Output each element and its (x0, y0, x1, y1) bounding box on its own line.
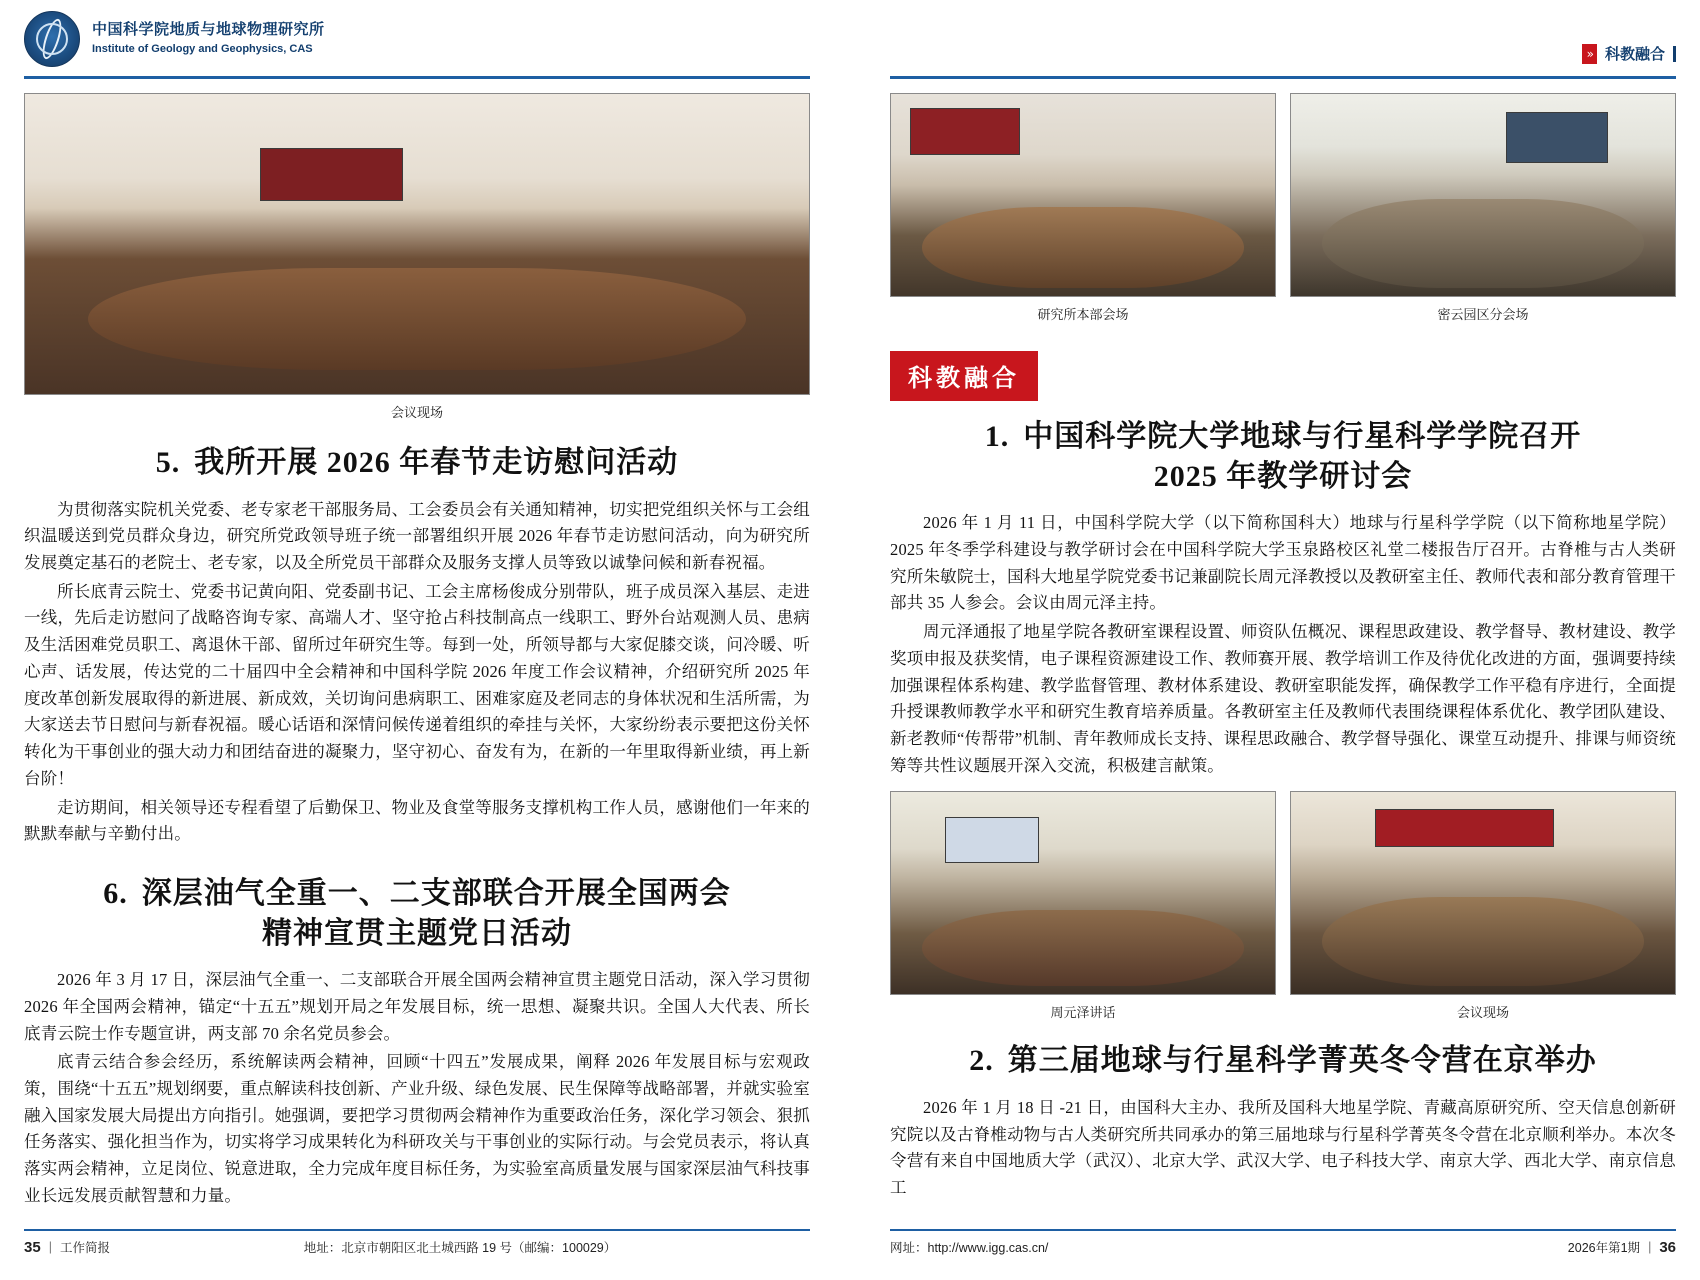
chevron-double-right-icon: » (1582, 44, 1597, 64)
footer-website: 网址：http://www.igg.cas.cn/ (890, 1241, 1049, 1255)
article-6-title-line-1: 深层油气全重一、二支部联合开展全国两会 (141, 876, 731, 910)
photo-hq-venue (890, 93, 1276, 297)
article-5-paragraph-3: 走访期间，相关领导还专程看望了后勤保卫、物业及食堂等服务支撑机构工作人员，感谢他们一年来的默默奉献与辛勤付出。 (24, 797, 810, 844)
article-5-paragraph-1: 为贯彻落实院机关党委、老专家老干部服务局、工会委员会有关通知精神，切实把党组织关怀与工会组织温暖送到党员群众身边，研究所党政领导班子统一部署组织开展 2026 年春节走访慰问活动，向为研究所发展奠定基石的老院士、老专家，以及全所党员干部群众及服务支撑人员等致以诚挚问候和新春祝福。 (24, 499, 810, 573)
projection-screen (260, 148, 403, 201)
org-name-cn: 中国科学院地质与地球物理研究所 (92, 21, 325, 39)
photo-meeting-scene (24, 93, 810, 395)
article-6-number: 6. (103, 876, 128, 910)
article-5-paragraph-2: 所长底青云院士、党委书记黄向阳、党委副书记、工会主席杨俊成分别带队，班子成员深入基层、走进一线，先后走访慰问了战略咨询专家、高端人才、坚守抢占科技制高点一线职工、野外台站观测人员、患病及生活困难党员职工、离退休干部、留所过年研究生等。每到一处，所领导都与大家促膝交谈，问冷暖、听心声、话发展，传达党的二十届四中全会精神和中国科学院 2026 年度工作会议精神，介绍研究所 2025 年度改革创新发展取得的新进展、新成效，关切询问患病职工、困难家庭及老同志的身体状况和生活所需，为大家送去节日慰问与新春祝福。暖心话语和深情问候传递着组织的牵挂与关怀，大家纷纷表示要把这份关怀转化为干事创业的强大动力和团结奋进的凝聚力，坚守初心、奋发有为，在新的一年里取得新业绩，再上新台阶！ (24, 581, 810, 788)
article-5-number: 5. (155, 446, 181, 479)
figure-hq-venue (890, 93, 1276, 325)
article-1-title (890, 417, 1676, 496)
right-page-number: 36 (1659, 1238, 1676, 1256)
conference-table (922, 207, 1245, 288)
figure-caption: 密云园区分会场 (1437, 307, 1529, 322)
footer-label: 工作简报 (59, 1241, 110, 1255)
masthead (24, 0, 810, 70)
article-5-title (24, 443, 810, 483)
masthead-rule (24, 76, 810, 79)
article-6-title-line-2: 精神宣贯主题党日活动 (262, 916, 572, 950)
section-title: 科教融合 (1604, 46, 1665, 63)
article-6-title (24, 874, 810, 953)
figure-speech (890, 791, 1276, 1023)
figure-meeting-scene-2 (1290, 791, 1676, 1023)
left-page-number: 35 (24, 1238, 41, 1256)
projection-screen (1506, 112, 1608, 162)
article-2-title (890, 1041, 1676, 1081)
article-1-title-line-2: 2025 年教学研讨会 (1153, 459, 1413, 493)
figures-mid-row (890, 791, 1676, 1023)
org-name-en: Institute of Geology and Geophysics, CAS (92, 43, 313, 55)
footer-separator: | (1648, 1240, 1652, 1254)
article-6-paragraph-1: 2026 年 3 月 17 日，深层油气全重一、二支部联合开展全国两会精神宣贯主题党日活动，深入学习贯彻 2026 年全国两会精神，锚定“十五五”规划开局之年发展目标，统一思想、凝聚共识。全国人大代表、所长底青云院士作专题宣讲，两支部 70 余名党员参会。 (24, 970, 810, 1043)
article-5-title-text: 我所开展 2026 年春节走访慰问活动 (194, 446, 679, 479)
right-page-footer (890, 1229, 1676, 1256)
figure-caption: 会议现场 (390, 405, 443, 420)
footer-issue: 2026年第1期 (1567, 1241, 1641, 1255)
figure-meeting-scene (24, 93, 810, 421)
right-page (850, 0, 1700, 1280)
article-6-paragraph-2: 底青云结合参会经历，系统解读两会精神，回顾“十四五”发展成果，阐释 2026 年发展目标与宏观政策，围绕“十五五”规划纲要，重点解读科技创新、产业升级、绿色发展、民生保障等战略部署，并就实验室融入国家发展大局提出方向指引。她强调，要把学习贯彻两会精神作为重要政治任务，深化学习领会、狠抓任务落实、强化担当作为，切实将学习成果转化为科研攻关与干事创业的实际行动。与会党员表示，将认真落实两会精神，立足岗位、锐意进取，全力完成年度目标任务，为实验室高质量发展与国家深层油气科技事业长远发展贡献智慧和力量。 (24, 1052, 810, 1205)
right-header (890, 0, 1676, 70)
photo-meeting-scene-2 (1290, 791, 1676, 995)
projection-screen (910, 108, 1020, 154)
header-accent-bar (1673, 46, 1676, 62)
photo-miyun-venue (1290, 93, 1676, 297)
conference-table (88, 268, 747, 370)
figure-caption: 会议现场 (1456, 1005, 1509, 1021)
article-1-number: 1. (984, 420, 1010, 453)
conference-table (1322, 897, 1645, 986)
right-header-inner (1582, 43, 1676, 70)
photo-speech (890, 791, 1276, 995)
section-badge: 科教融合 (890, 351, 1038, 401)
conference-table (922, 910, 1245, 987)
conference-table (1322, 199, 1645, 288)
article-1-title-line-1: 中国科学院大学地球与行星科学学院召开 (1023, 420, 1582, 453)
left-page-footer (24, 1229, 810, 1256)
masthead-text (92, 21, 325, 57)
article-2-title-text: 第三届地球与行星科学菁英冬令营在京举办 (1007, 1044, 1597, 1078)
figure-caption: 研究所本部会场 (1037, 307, 1129, 322)
institute-logo-icon (24, 11, 80, 67)
article-1-paragraph-2: 周元泽通报了地星学院各教研室课程设置、师资队伍概况、课程思政建设、教学督导、教材建设、教学奖项申报及获奖情，电子课程资源建设工作、教师赛开展、教学培训工作及待优化改进的方面，强调要持续加强课程体系构建、教学监督管理、教材体系建设、教研室职能发挥，确保教学工作平稳有序进行，全面提升授课教师教学水平和研究生教育培养质量。各教研室主任及教师代表围绕课程体系优化、教学团队建设、新老教师“传帮带”机制、青年教师成长支持、课程思政融合、教学督导强化、课堂互动提升、排课与师资统筹等共性议题展开深入交流，积极建言献策。 (890, 622, 1676, 775)
article-2-paragraph-1: 2026 年 1 月 18 日 -21 日，由国科大主办、我所及国科大地星学院、青藏高原研究所、空天信息创新研究院以及古脊椎动物与古人类研究所共同承办的第三届地球与行星科学菁英冬令营在北京顺利举办。本次冬令营有来自中国地质大学（武汉）、北京大学、武汉大学、电子科技大学、南京大学、西北大学、南京信息工 (890, 1097, 1676, 1198)
footer-address: 地址：北京市朝阳区北土城西路 19 号（邮编：100029） (303, 1241, 617, 1255)
projection-screen (945, 817, 1039, 863)
article-2-number: 2. (969, 1044, 994, 1078)
figures-top-row (890, 93, 1676, 325)
article-1-paragraph-1: 2026 年 1 月 11 日，中国科学院大学（以下简称国科大）地球与行星科学学院（以下简称地星学院）2025 年冬季学科建设与教学研讨会在中国科学院大学玉泉路校区礼堂二楼报告厅召开。古脊椎与古人类研究所朱敏院士，国科大地星学院党委书记兼副院长周元泽教授以及教研室主任、教师代表和部分教育管理干部共 35 人参会。会议由周元泽主持。 (890, 513, 1676, 613)
footer-separator: | (48, 1240, 52, 1254)
figure-caption: 周元泽讲话 (1050, 1005, 1116, 1021)
banner-backdrop (1375, 809, 1554, 847)
right-header-rule (890, 76, 1676, 79)
figure-miyun-venue (1290, 93, 1676, 325)
